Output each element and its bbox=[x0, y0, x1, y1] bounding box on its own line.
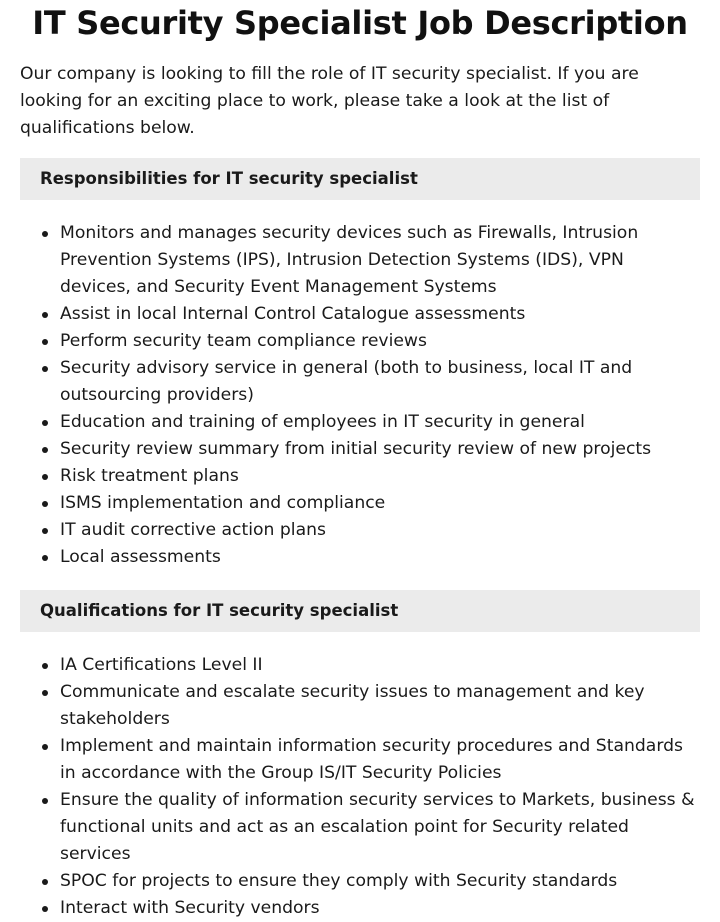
bullet-icon bbox=[42, 798, 48, 804]
bullet-icon bbox=[42, 420, 48, 426]
intro-paragraph: Our company is looking to fill the role of IT security specialist. If you are looking for an exciting place to work, please take a look at the list of qualifications below. bbox=[20, 64, 639, 138]
list-item-text: Implement and maintain information security procedures and Standards in accordance with the Group IS/IT Security Policies bbox=[60, 736, 683, 783]
list-item bbox=[20, 463, 700, 490]
bullet-icon bbox=[42, 906, 48, 912]
list-item-text: ISMS implementation and compliance bbox=[60, 493, 386, 513]
list-item bbox=[20, 517, 700, 544]
list-item-text: Communicate and escalate security issues to management and key stakeholders bbox=[60, 682, 645, 729]
qualifications-section bbox=[20, 590, 700, 922]
bullet-icon bbox=[42, 690, 48, 696]
qualifications-list bbox=[20, 652, 700, 922]
responsibilities-section bbox=[20, 158, 700, 571]
bullet-icon bbox=[42, 231, 48, 237]
bullet-icon bbox=[42, 528, 48, 534]
list-item-text: Risk treatment plans bbox=[60, 466, 239, 486]
bullet-icon bbox=[42, 555, 48, 561]
bullet-icon bbox=[42, 366, 48, 372]
list-item bbox=[20, 733, 700, 787]
list-item bbox=[20, 409, 700, 436]
page-title: IT Security Specialist Job Description bbox=[32, 4, 688, 42]
list-item-text: SPOC for projects to ensure they comply with Security standards bbox=[60, 871, 618, 891]
bullet-icon bbox=[42, 339, 48, 345]
list-item bbox=[20, 895, 700, 922]
list-item-text: Monitors and manages security devices such as Firewalls, Intrusion Prevention Systems (IPS), Intrusion Detection Systems (IDS), VPN devices, and Security Event Management Systems bbox=[60, 223, 639, 297]
qualifications-heading: Qualifications for IT security specialist bbox=[20, 590, 700, 632]
list-item-text: Education and training of employees in IT security in general bbox=[60, 412, 585, 432]
bullet-icon bbox=[42, 312, 48, 318]
list-item bbox=[20, 679, 700, 733]
bullet-icon bbox=[42, 474, 48, 480]
list-item bbox=[20, 220, 700, 301]
list-item bbox=[20, 868, 700, 895]
list-item bbox=[20, 301, 700, 328]
list-item-text: IT audit corrective action plans bbox=[60, 520, 326, 540]
list-item bbox=[20, 490, 700, 517]
bullet-icon bbox=[42, 744, 48, 750]
list-item bbox=[20, 355, 700, 409]
bullet-icon bbox=[42, 501, 48, 507]
list-item bbox=[20, 544, 700, 571]
list-item-text: IA Certifications Level II bbox=[60, 655, 263, 675]
list-item-text: Security advisory service in general (both to business, local IT and outsourcing providers) bbox=[60, 358, 633, 405]
list-item bbox=[20, 787, 700, 868]
list-item-text: Ensure the quality of information security services to Markets, business & functional units and act as an escalation point for Security related services bbox=[60, 790, 695, 864]
bullet-icon bbox=[42, 447, 48, 453]
bullet-icon bbox=[42, 879, 48, 885]
list-item-text: Interact with Security vendors bbox=[60, 898, 320, 918]
list-item-text: Local assessments bbox=[60, 547, 221, 567]
responsibilities-list bbox=[20, 220, 700, 571]
bullet-icon bbox=[42, 663, 48, 669]
list-item bbox=[20, 436, 700, 463]
list-item bbox=[20, 328, 700, 355]
list-item-text: Security review summary from initial security review of new projects bbox=[60, 439, 652, 459]
list-item bbox=[20, 652, 700, 679]
list-item-text: Perform security team compliance reviews bbox=[60, 331, 427, 351]
list-item-text: Assist in local Internal Control Catalogue assessments bbox=[60, 304, 526, 324]
responsibilities-heading: Responsibilities for IT security specialist bbox=[20, 158, 700, 200]
